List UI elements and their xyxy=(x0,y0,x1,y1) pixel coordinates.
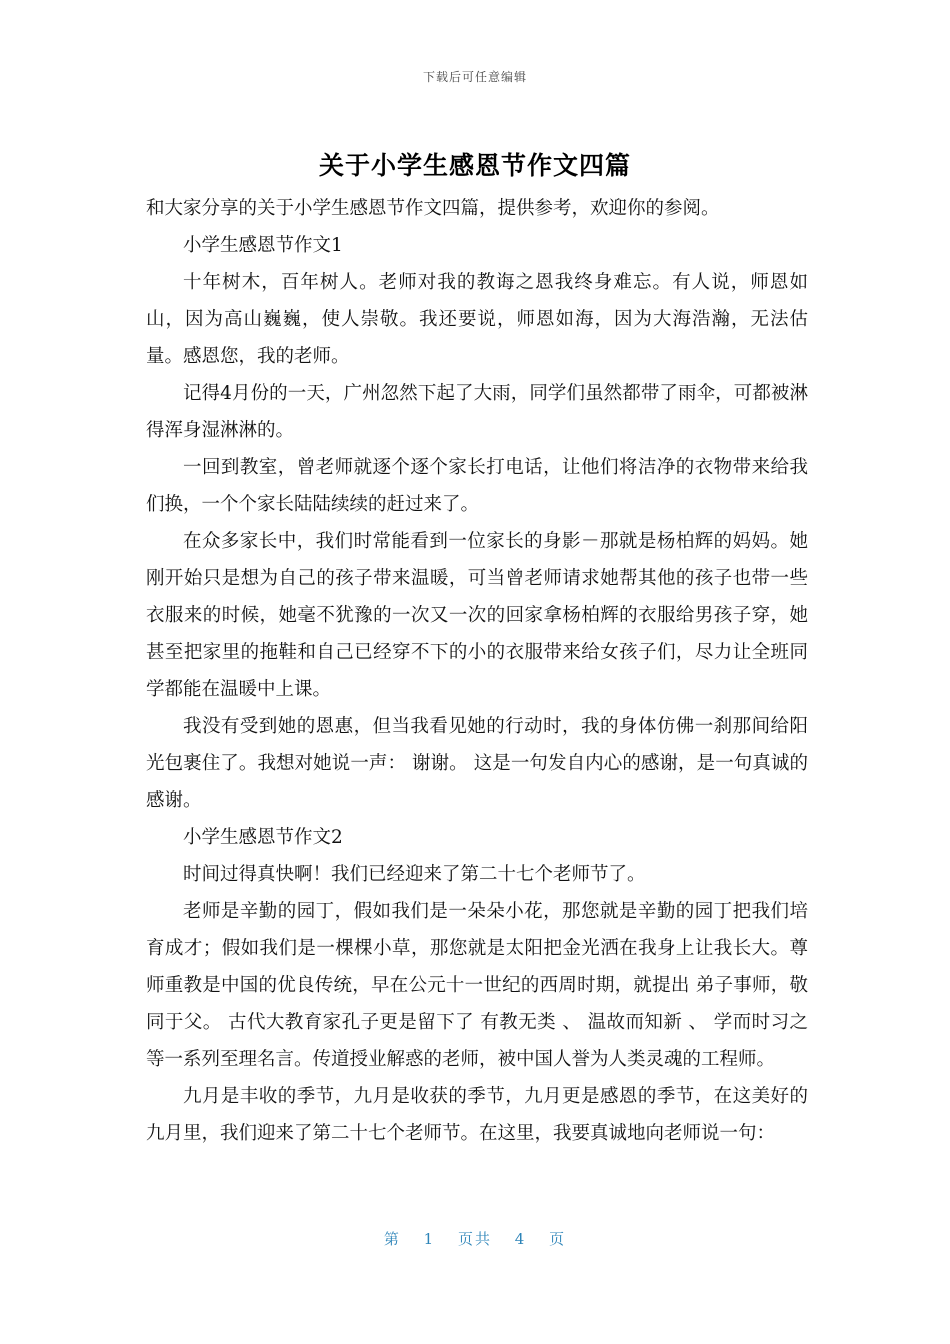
document-title: 关于小学生感恩节作文四篇 xyxy=(318,151,631,180)
body-paragraph: 十年树木，百年树人。老师对我的教诲之恩我终身难忘。有人说，师恩如山，因为高山巍巍，使人崇敬。我还要说，师恩如海，因为大海浩瀚，无法估量。感恩您，我的老师。 xyxy=(146,272,808,367)
body-paragraph: 九月是丰收的季节，九月是收获的季节，九月更是感恩的季节，在这美好的九月里，我们迎来了第二十七个老师节。在这里，我要真诚地向老师说一句： xyxy=(146,1086,808,1144)
page-label-mid: 页共 xyxy=(457,1230,492,1248)
total-pages-number: 4 xyxy=(514,1230,527,1248)
page-footer xyxy=(0,1228,950,1249)
current-page-number: 1 xyxy=(423,1230,436,1248)
page-label-post: 页 xyxy=(549,1230,567,1248)
body-paragraph: 一回到教室，曾老师就逐个逐个家长打电话，让他们将洁净的衣物带来给我们换，一个个家长陆陆续续的赶过来了。 xyxy=(146,457,808,515)
document-body xyxy=(146,190,808,1152)
body-paragraph: 时间过得真快啊！我们已经迎来了第二十七个老师节了。 xyxy=(183,864,646,885)
body-paragraph: 我没有受到她的恩惠，但当我看见她的行动时，我的身体仿佛一刹那间给阳光包裹住了。我想对她说一声： 谢谢。 这是一句发自内心的感谢，是一句真诚的感谢。 xyxy=(146,716,808,811)
body-paragraph: 记得4月份的一天，广州忽然下起了大雨，同学们虽然都带了雨伞，可都被淋得浑身湿淋淋的。 xyxy=(146,383,808,441)
page-label-pre: 第 xyxy=(383,1230,401,1248)
intro-paragraph: 和大家分享的关于小学生感恩节作文四篇，提供参考，欢迎你的参阅。 xyxy=(146,198,720,219)
body-paragraph: 在众多家长中，我们时常能看到一位家长的身影－那就是杨柏辉的妈妈。她刚开始只是想为自己的孩子带来温暖，可当曾老师请求她帮其他的孩子也带一些衣服来的时候，她毫不犹豫的一次又一次的回家拿杨柏辉的衣服给男孩子穿，她甚至把家里的拖鞋和自己已经穿不下的小的衣服带来给女孩子们，尽力让全班同学都能在温暖中上课。 xyxy=(146,531,808,700)
page-header-note: 下载后可任意编辑 xyxy=(422,70,527,84)
section-heading-2: 小学生感恩节作文2 xyxy=(183,827,343,848)
body-paragraph: 老师是辛勤的园丁，假如我们是一朵朵小花，那您就是辛勤的园丁把我们培育成才；假如我们是一棵棵小草，那您就是太阳把金光洒在我身上让我长大。尊师重教是中国的优良传统，早在公元十一世纪的西周时期，就提出 弟子事师，敬同于父。 古代大教育家孔子更是留下了 有教无类 、 温故而知新 、 学而时习之 等一系列至理名言。传道授业解惑的老师，被中国人誉为人类灵魂的工程师。 xyxy=(146,901,808,1070)
section-heading-1: 小学生感恩节作文1 xyxy=(183,235,343,256)
